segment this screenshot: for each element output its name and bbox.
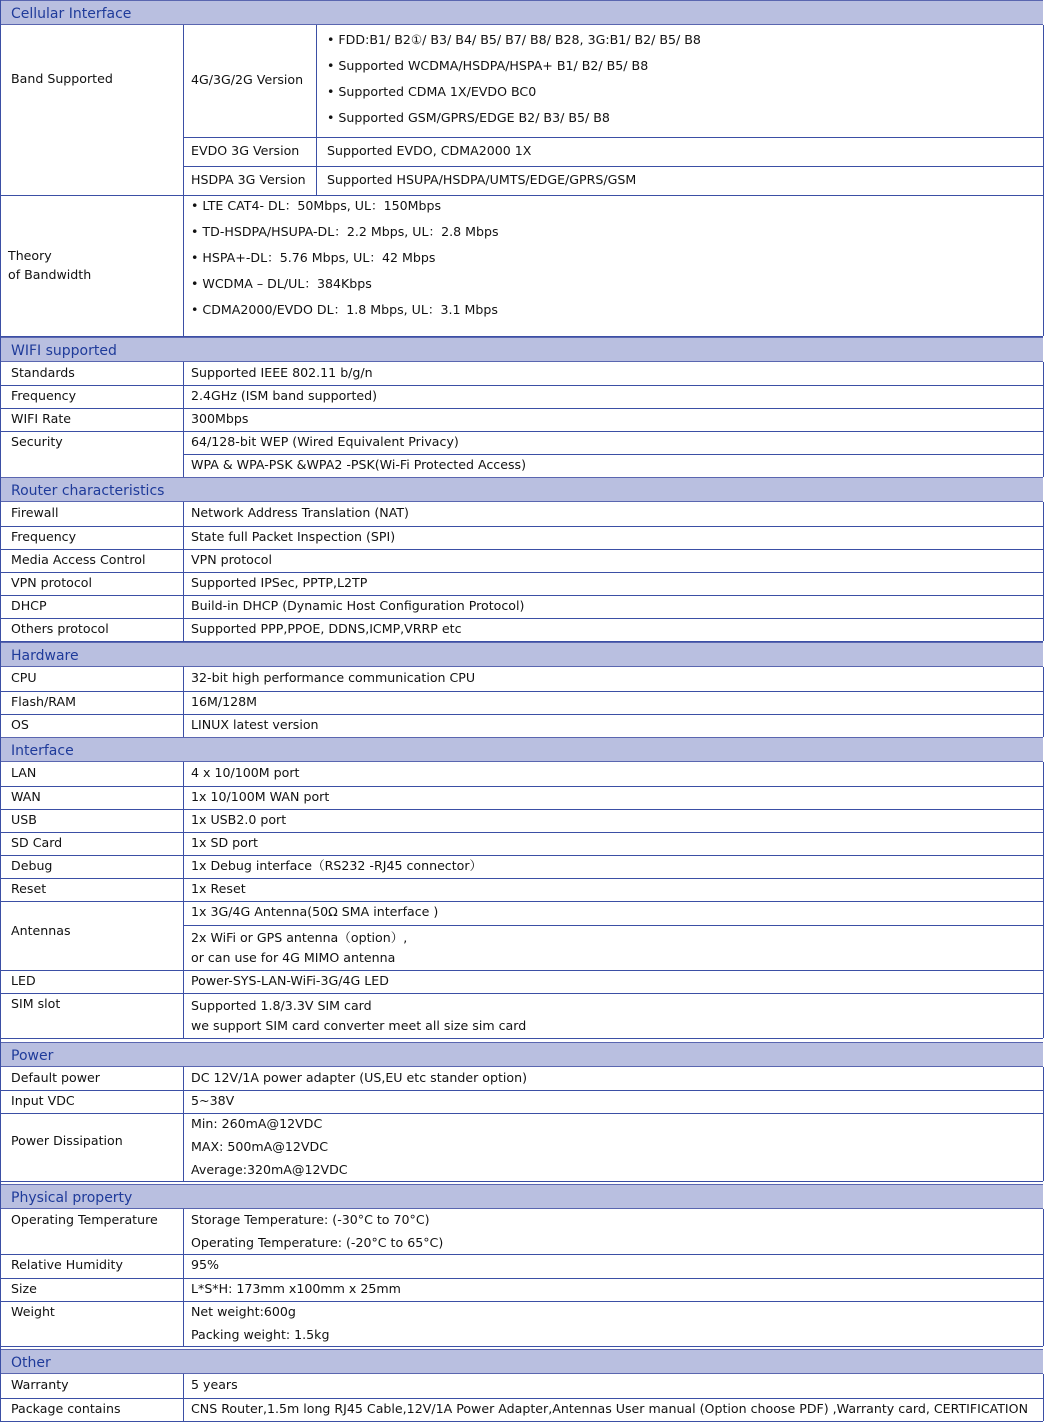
- row-label: LAN: [11, 765, 37, 780]
- row-value: 1x 3G/4G Antenna(50Ω SMA interface ): [191, 904, 439, 919]
- value-divider: [183, 454, 1043, 455]
- row-label: CPU: [11, 670, 37, 685]
- row-divider: [0, 970, 1043, 971]
- subcolumn-divider: [316, 25, 317, 137]
- row-value: Supported IEEE 802.11 b/g/n: [191, 365, 373, 380]
- label-column-divider: [183, 362, 184, 385]
- label-column-divider: [183, 901, 184, 970]
- label-column-divider: [183, 549, 184, 572]
- row-value: 1x SD port: [191, 835, 258, 850]
- value-line: • Supported WCDMA/HSDPA/HSPA+ B1/ B2/ B5/ B8: [327, 58, 649, 73]
- row-divider: [0, 901, 1043, 902]
- row-label: Warranty: [11, 1377, 69, 1392]
- label-column-divider: [183, 878, 184, 901]
- label-column-divider: [183, 691, 184, 714]
- label-column-divider: [183, 1301, 184, 1346]
- row-value: 1x Reset: [191, 881, 246, 896]
- label-column-divider: [183, 595, 184, 618]
- row-divider: [0, 549, 1043, 550]
- label-column-divider: [183, 408, 184, 431]
- value-line: or can use for 4G MIMO antenna: [191, 950, 396, 965]
- row-value: WPA & WPA-PSK &WPA2 -PSK(Wi-Fi Protected Access): [191, 457, 526, 472]
- row-value: 5~38V: [191, 1093, 235, 1108]
- label-column-divider: [183, 195, 184, 336]
- row-label: LED: [11, 973, 36, 988]
- row-divider: [0, 832, 1043, 833]
- row-value: CNS Router,1.5m long RJ45 Cable,12V/1A Power Adapter,Antennas User manual (Option choose PDF) ,Warranty card, CERTIFICATION: [191, 1401, 1028, 1416]
- row-value: 32-bit high performance communication CPU: [191, 670, 476, 685]
- label-column-divider: [183, 832, 184, 855]
- label-column-divider: [183, 1067, 184, 1090]
- row-value: 300Mbps: [191, 411, 249, 426]
- row-value: 4 x 10/100M port: [191, 765, 300, 780]
- label-column-divider: [183, 855, 184, 878]
- row-value: Operating Temperature: (-20°C to 65°C): [191, 1235, 444, 1250]
- row-value: 1x USB2.0 port: [191, 812, 287, 827]
- row-label: SIM slot: [11, 996, 61, 1011]
- row-value: 5 years: [191, 1377, 238, 1392]
- row-value: • WCDMA – DL/UL：384Kbps: [191, 276, 372, 291]
- row-value: 2.4GHz (ISM band supported): [191, 388, 378, 403]
- row-value: • CDMA2000/EVDO DL：1.8 Mbps, UL：3.1 Mbps: [191, 302, 498, 317]
- row-value: • TD-HSDPA/HSUPA-DL：2.2 Mbps, UL：2.8 Mbps: [191, 224, 499, 239]
- row-label: Security: [11, 434, 63, 449]
- row-label: Theory of Bandwidth: [8, 247, 92, 282]
- value-line: we support SIM card converter meet all size sim card: [191, 1018, 527, 1033]
- section-header: [0, 337, 1043, 362]
- row-divider: [0, 431, 1043, 432]
- label-column-divider: [183, 809, 184, 832]
- row-sublabel: EVDO 3G Version: [191, 143, 300, 158]
- label-column-divider: [183, 667, 184, 691]
- section-bottom-border: [0, 1181, 1043, 1182]
- value-line: • Supported CDMA 1X/EVDO BC0: [327, 84, 537, 99]
- row-label: Power Dissipation: [11, 1133, 123, 1148]
- row-value: Supported HSUPA/HSDPA/UMTS/EDGE/GPRS/GSM: [327, 172, 637, 187]
- label-column-divider: [183, 1113, 184, 1181]
- row-divider: [0, 195, 1043, 196]
- row-value: Network Address Translation (NAT): [191, 505, 409, 520]
- row-value: Average:320mA@12VDC: [191, 1162, 348, 1177]
- label-column-divider: [183, 1090, 184, 1113]
- row-divider: [0, 618, 1043, 619]
- label-column-divider: [183, 1209, 184, 1254]
- row-value: VPN protocol: [191, 552, 273, 567]
- section-header: [0, 477, 1043, 502]
- subrow-divider: [183, 166, 1043, 167]
- section-title: Hardware: [11, 648, 79, 664]
- label-column-divider: [183, 385, 184, 408]
- label-column-divider: [183, 762, 184, 786]
- row-divider: [0, 809, 1043, 810]
- row-divider: [0, 1301, 1043, 1302]
- row-sublabel: 4G/3G/2G Version: [191, 72, 304, 87]
- row-label: Flash/RAM: [11, 694, 76, 709]
- label-column-divider: [183, 1278, 184, 1301]
- value-divider: [183, 925, 1043, 926]
- section-title: Cellular Interface: [11, 6, 132, 22]
- row-divider: [0, 855, 1043, 856]
- row-divider: [0, 786, 1043, 787]
- row-value: MAX: 500mA@12VDC: [191, 1139, 329, 1154]
- row-value: Build-in DHCP (Dynamic Host Configuration Protocol): [191, 598, 525, 613]
- row-divider: [0, 691, 1043, 692]
- section-header: [0, 1349, 1043, 1374]
- row-label: DHCP: [11, 598, 47, 613]
- row-divider: [0, 878, 1043, 879]
- label-column-divider: [183, 25, 184, 195]
- row-divider: [0, 408, 1043, 409]
- section-title: WIFI supported: [11, 343, 117, 359]
- row-value: Supported IPSec, PPTP,L2TP: [191, 575, 368, 590]
- section-title: Physical property: [11, 1190, 133, 1206]
- row-value: Supported EVDO, CDMA2000 1X: [327, 143, 532, 158]
- row-value: Packing weight: 1.5kg: [191, 1327, 330, 1342]
- row-label: Input VDC: [11, 1093, 75, 1108]
- row-value: 1x Debug interface（RS232 -RJ45 connector）: [191, 858, 483, 873]
- row-label: Frequency: [11, 388, 77, 403]
- row-divider: [0, 1278, 1043, 1279]
- section-header: [0, 737, 1043, 762]
- label-column-divider: [183, 1398, 184, 1421]
- value-line: Supported 1.8/3.3V SIM card: [191, 998, 372, 1013]
- value-line: 2x WiFi or GPS antenna（option）,: [191, 930, 408, 945]
- section-title: Interface: [11, 743, 74, 759]
- row-value: L*S*H: 173mm x100mm x 25mm: [191, 1281, 401, 1296]
- row-divider: [0, 993, 1043, 994]
- section-header: [0, 642, 1043, 667]
- row-label: Reset: [11, 881, 47, 896]
- row-divider: [0, 1398, 1043, 1399]
- row-value: Net weight:600g: [191, 1304, 296, 1319]
- section-bottom-border: [0, 1346, 1043, 1347]
- row-label: Operating Temperature: [11, 1212, 158, 1227]
- label-column-divider: [183, 970, 184, 993]
- section-header: [0, 0, 1043, 25]
- label-column-divider: [183, 714, 184, 737]
- row-value: Power-SYS-LAN-WiFi-3G/4G LED: [191, 973, 389, 988]
- row-label: VPN protocol: [11, 575, 93, 590]
- row-value: State full Packet Inspection (SPI): [191, 529, 396, 544]
- row-label: Firewall: [11, 505, 59, 520]
- row-label: USB: [11, 812, 37, 827]
- value-line: • FDD:B1/ B2①/ B3/ B4/ B5/ B7/ B8/ B28, 3G:B1/ B2/ B5/ B8: [327, 32, 701, 47]
- label-column-divider: [183, 502, 184, 526]
- label-column-divider: [183, 993, 184, 1038]
- row-divider: [0, 1113, 1043, 1114]
- row-value: LINUX latest version: [191, 717, 319, 732]
- table-left-border: [0, 0, 1, 1422]
- row-value: DC 12V/1A power adapter (US,EU etc stander option): [191, 1070, 528, 1085]
- label-column-divider: [183, 526, 184, 549]
- row-value: Storage Temperature: (-30°C to 70°C): [191, 1212, 430, 1227]
- row-value: 1x 10/100M WAN port: [191, 789, 330, 804]
- row-divider: [0, 1090, 1043, 1091]
- row-value: Supported PPP,PPOE, DDNS,ICMP,VRRP etc: [191, 621, 462, 636]
- row-divider: [0, 595, 1043, 596]
- label-column-divider: [183, 618, 184, 641]
- row-label: Band Supported: [11, 71, 113, 86]
- row-divider: [0, 714, 1043, 715]
- label-column-divider: [183, 786, 184, 809]
- row-label: Media Access Control: [11, 552, 146, 567]
- row-sublabel: HSDPA 3G Version: [191, 172, 306, 187]
- row-value: • HSPA+-DL：5.76 Mbps, UL：42 Mbps: [191, 250, 436, 265]
- row-label: WIFI Rate: [11, 411, 72, 426]
- label-column-divider: [183, 1254, 184, 1278]
- value-line: • Supported GSM/GPRS/EDGE B2/ B3/ B5/ B8: [327, 110, 610, 125]
- subcolumn-divider: [316, 166, 317, 195]
- label-column-divider: [183, 1374, 184, 1398]
- row-label: Standards: [11, 365, 75, 380]
- row-label: Weight: [11, 1304, 55, 1319]
- subcolumn-divider: [316, 137, 317, 166]
- row-label: Package contains: [11, 1401, 121, 1416]
- label-column-divider: [183, 572, 184, 595]
- row-label: Antennas: [11, 923, 71, 938]
- row-value: 16M/128M: [191, 694, 258, 709]
- row-value: Min: 260mA@12VDC: [191, 1116, 323, 1131]
- row-value: • LTE CAT4- DL：50Mbps, UL：150Mbps: [191, 198, 442, 213]
- section-bottom-border: [0, 1038, 1043, 1039]
- section-title: Power: [11, 1048, 54, 1064]
- section-title: Other: [11, 1355, 51, 1371]
- section-header: [0, 1184, 1043, 1209]
- section-header: [0, 1042, 1043, 1067]
- row-label: Size: [11, 1281, 37, 1296]
- row-value: 95%: [191, 1257, 219, 1272]
- row-divider: [0, 385, 1043, 386]
- row-divider: [0, 526, 1043, 527]
- row-label: Debug: [11, 858, 53, 873]
- subrow-divider: [183, 137, 1043, 138]
- row-label: WAN: [11, 789, 41, 804]
- section-title: Router characteristics: [11, 483, 165, 499]
- row-divider: [0, 572, 1043, 573]
- row-value: 64/128-bit WEP (Wired Equivalent Privacy): [191, 434, 459, 449]
- row-label: OS: [11, 717, 29, 732]
- row-divider: [0, 1254, 1043, 1255]
- row-label: Others protocol: [11, 621, 109, 636]
- row-label: Default power: [11, 1070, 100, 1085]
- row-label: SD Card: [11, 835, 63, 850]
- row-label: Frequency: [11, 529, 77, 544]
- row-label: Relative Humidity: [11, 1257, 123, 1272]
